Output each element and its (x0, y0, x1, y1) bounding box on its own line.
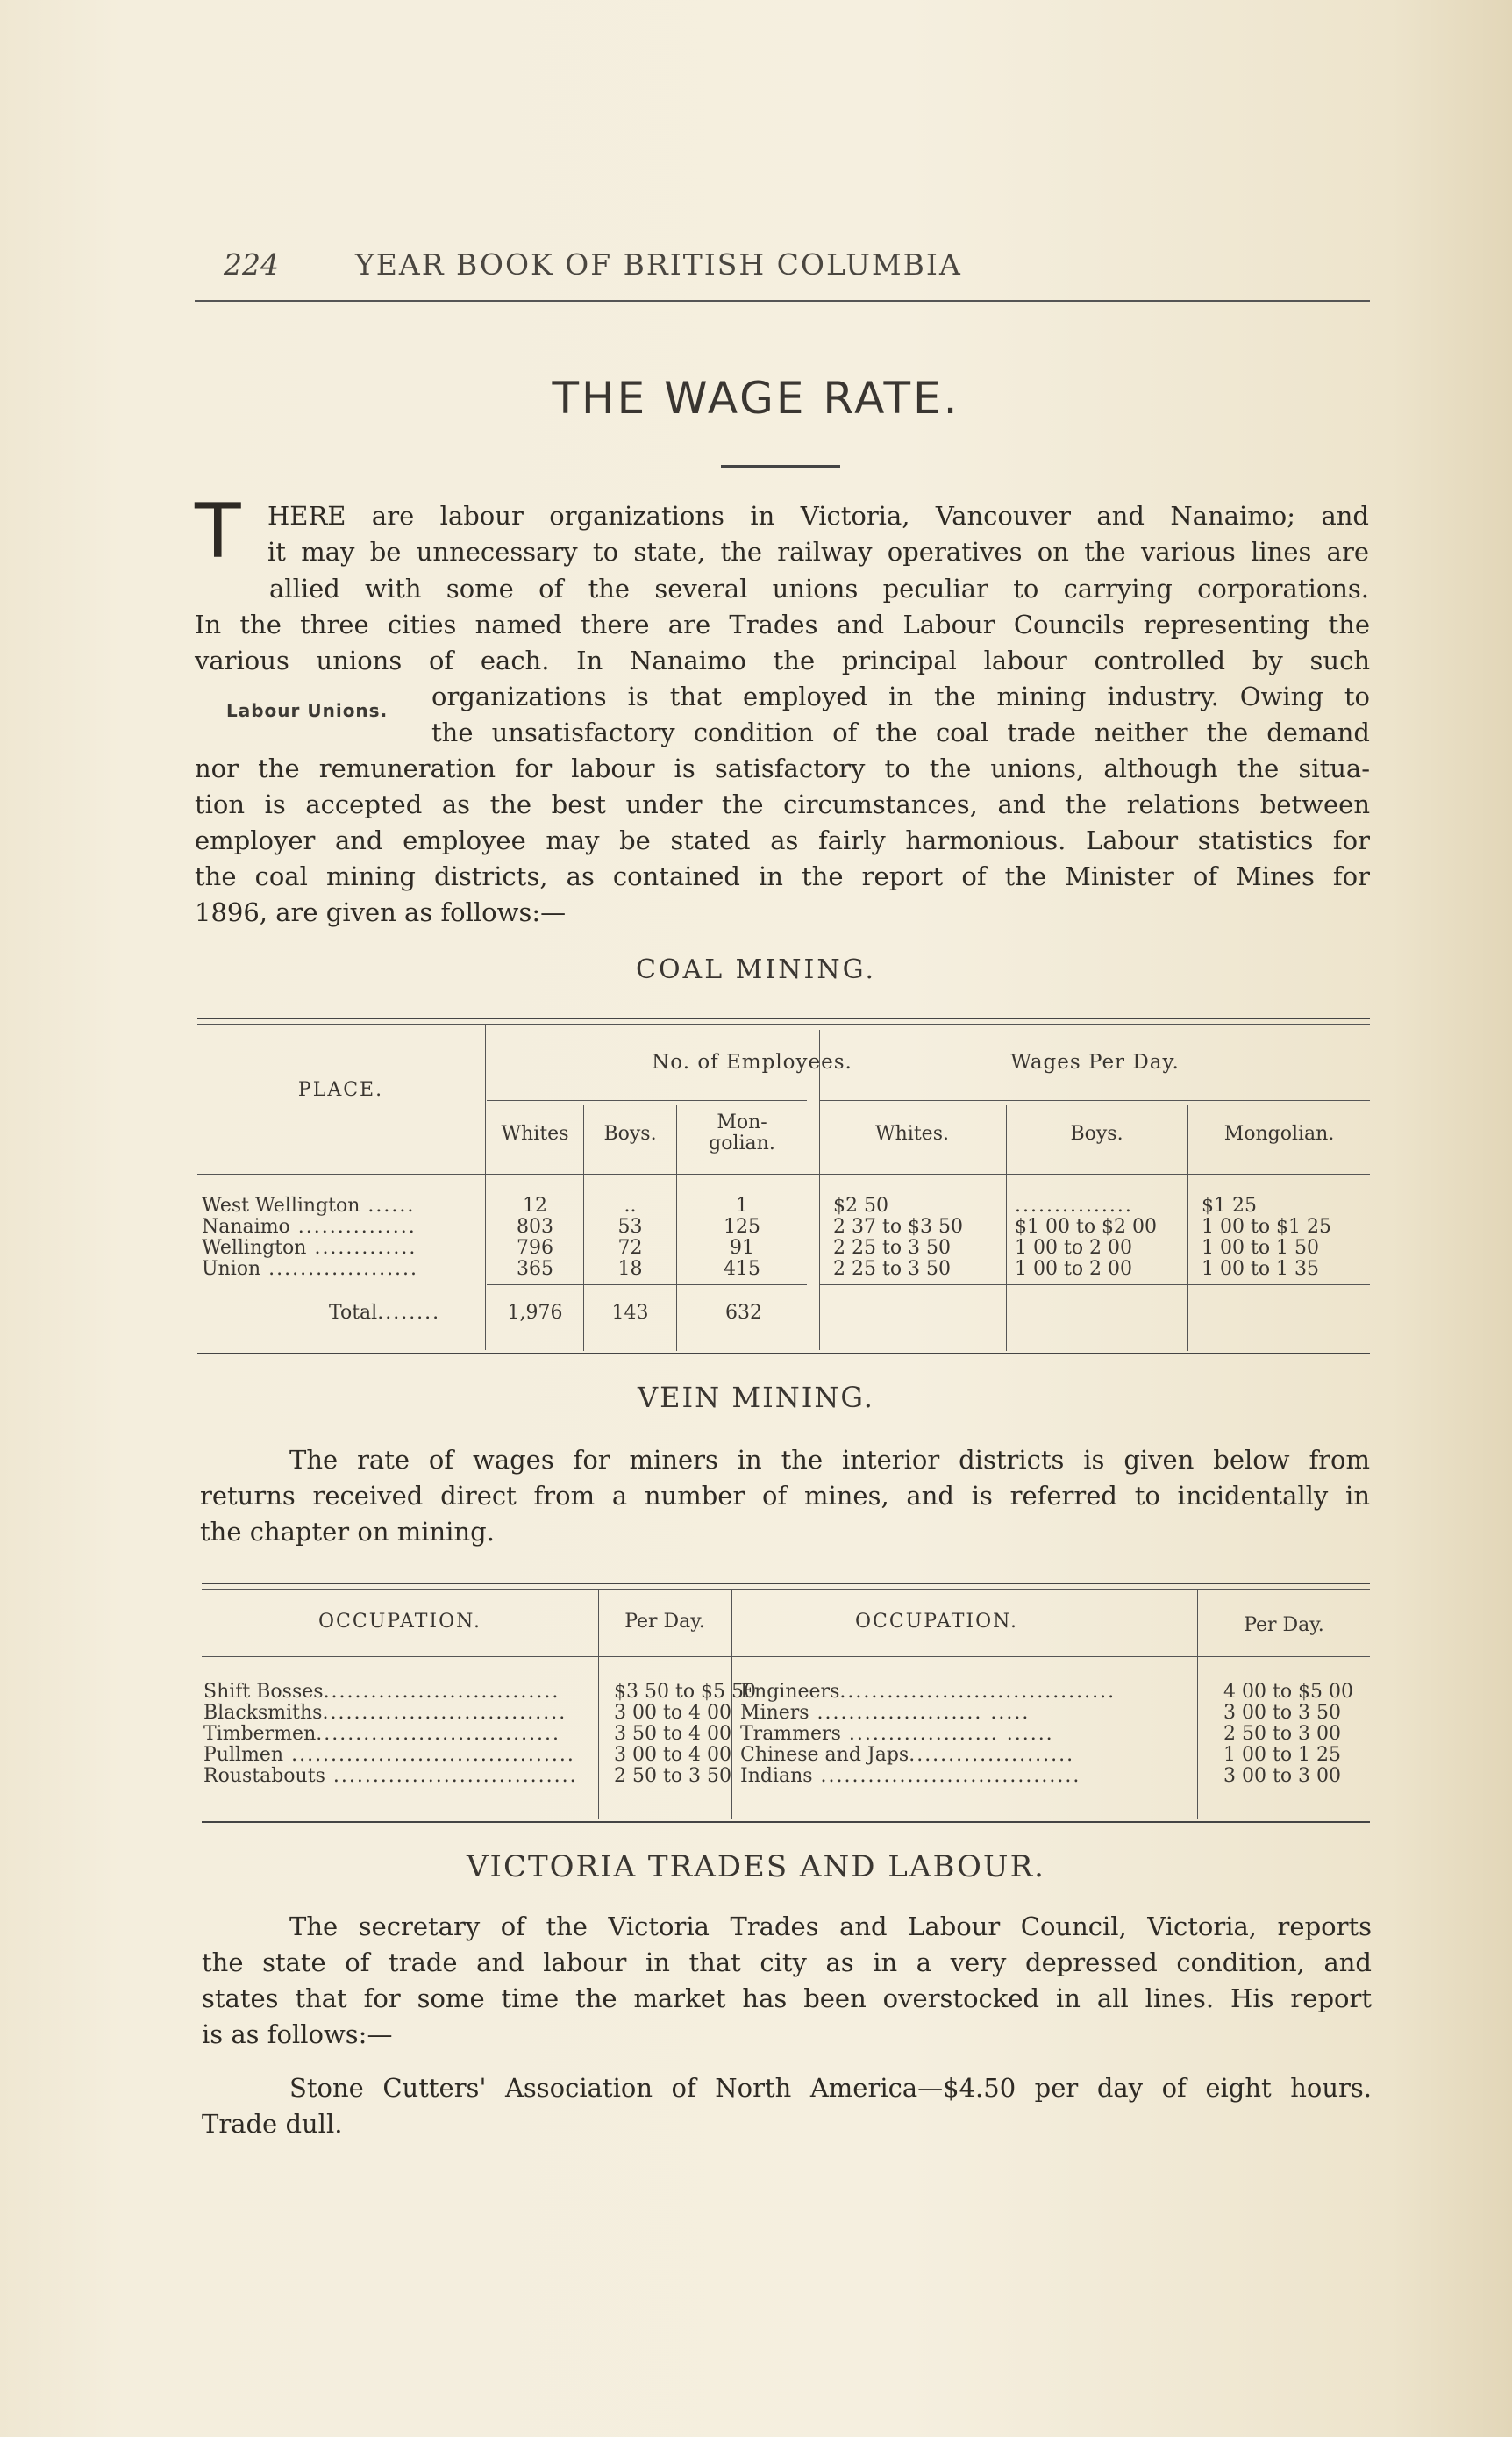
column-rule (819, 1030, 820, 1350)
intro-lines-3 (195, 607, 1370, 679)
intro-line: tion is accepted as the best under the circumstances, and the relations between (195, 790, 1370, 819)
total-label: Total (329, 1302, 378, 1324)
table-rule (202, 1656, 1370, 1657)
place-cell: Union (202, 1258, 261, 1280)
intro-line: HERE are labour organizations in Victoria, Vancouver and Nanaimo; and (267, 501, 1369, 531)
table-rule (487, 1100, 807, 1101)
title-rule (721, 465, 840, 468)
leader-dots: ............. (306, 1237, 417, 1259)
intro-line: allied with some of the several unions peculiar to carrying corporations. (269, 574, 1369, 604)
intro-lines-2 (269, 571, 1369, 607)
wage-boys-cell: $1 00 to $2 00 (1015, 1216, 1158, 1238)
leader-dots: ............................... (316, 1723, 561, 1745)
victoria-line: states that for some time the market has been overstocked in all lines. His report (202, 1983, 1372, 2013)
header-place: PLACE. (297, 1079, 384, 1101)
vein-line: the chapter on mining. (200, 1517, 495, 1547)
intro-line: the coal mining districts, as contained in the report of the Minister of Mines for (195, 861, 1370, 891)
occupation-cell: Shift Bosses (203, 1681, 324, 1703)
column-rule (485, 1024, 486, 1350)
sidenote-labour-unions: Labour Unions. (226, 700, 389, 721)
header-per-day-left: Per Day. (624, 1611, 705, 1633)
table-rule (202, 1583, 1370, 1584)
per-day-cell: 3 00 to 4 00 (614, 1744, 732, 1766)
per-day-cell: 4 00 to $5 00 (1223, 1681, 1354, 1703)
intro-line: various unions of each. In Nanaimo the principal labour controlled by such (195, 646, 1370, 675)
leader-dots: ............................... (325, 1765, 578, 1787)
per-day-cell: 3 00 to 3 00 (1223, 1765, 1342, 1787)
table-rule (487, 1284, 807, 1285)
intro-lines-5 (195, 751, 1370, 931)
per-day-cell: 3 00 to 3 50 (1223, 1702, 1342, 1724)
wage-boys-cell: 1 00 to 2 00 (1015, 1258, 1133, 1280)
header-employees-group: No. of Employees. (652, 1051, 852, 1074)
header-occupation-left: OCCUPATION. (318, 1611, 481, 1633)
intro-line: organizations is that employed in the mining industry. Owing to (431, 682, 1370, 711)
intro-line: nor the remuneration for labour is satisfactory to the unions, although the situa- (195, 754, 1370, 783)
wage-boys-cell: 1 00 to 2 00 (1015, 1237, 1133, 1259)
intro-line: employer and employee may be stated as fairly harmonious. Labour statistics for (195, 825, 1370, 855)
per-day-cell: 3 50 to 4 00 (614, 1723, 732, 1745)
victoria-line: is as follows:— (202, 2019, 393, 2049)
whites-cell: 796 (517, 1237, 553, 1259)
occupation-cell: Pullmen (203, 1744, 284, 1766)
page-number: 224 (224, 247, 279, 282)
leader-dots: ............... (289, 1216, 417, 1238)
table-rule (197, 1018, 1370, 1019)
wage-whites-cell: 2 25 to 3 50 (833, 1237, 952, 1259)
leader-dots: ................................. (812, 1765, 1081, 1787)
leader-dots: ...... (360, 1195, 416, 1217)
coal-mining-title: COAL MINING. (635, 954, 877, 985)
mongolian-cell: 125 (724, 1216, 760, 1238)
vein-line: returns received direct from a number of mines, and is referred to incidentally in (200, 1481, 1370, 1511)
leader-dots: ..................... (909, 1744, 1075, 1766)
drop-cap: T (195, 488, 241, 575)
header-boys: Boys. (603, 1123, 657, 1145)
per-day-cell: 1 00 to 1 25 (1223, 1744, 1342, 1766)
running-header (224, 247, 1373, 282)
header-wages-group: Wages Per Day. (1010, 1051, 1180, 1074)
header-per-day-right: Per Day. (1244, 1614, 1324, 1636)
header-wage-whites: Whites. (875, 1123, 949, 1145)
running-title: YEAR BOOK OF BRITISH COLUMBIA (355, 247, 962, 282)
intro-line: In the three cities named there are Trades and Labour Councils representing the (195, 610, 1370, 640)
place-cell: Nanaimo (202, 1216, 290, 1238)
header-mongolian (677, 1112, 807, 1154)
occupation-cell: Roustabouts (203, 1765, 325, 1787)
header-whites: Whites (501, 1123, 569, 1145)
place-cell: West Wellington (202, 1195, 360, 1217)
occupation-cell: Trammers (740, 1723, 841, 1745)
boys-cell: 53 (617, 1216, 643, 1238)
mongolian-cell: 91 (730, 1237, 754, 1259)
boys-cell: 72 (617, 1237, 643, 1259)
table-rule (820, 1100, 1370, 1101)
total-mongolian: 632 (725, 1302, 762, 1324)
leader-dots: ........ (377, 1302, 441, 1324)
leader-dots: .............................. (323, 1681, 560, 1703)
leader-dots: ..................... ..... (809, 1702, 1031, 1724)
stone-cutters-line: Stone Cutters' Association of North America—$4.50 per day of eight hours. (289, 2073, 1372, 2103)
wage-whites-cell: 2 25 to 3 50 (833, 1258, 952, 1280)
header-wage-mongolian: Mongolian. (1223, 1123, 1335, 1145)
intro-line: it may be unnecessary to state, the railway operatives on the various lines are (267, 537, 1369, 567)
whites-cell: 12 (523, 1195, 547, 1217)
vein-lines-2 (200, 1478, 1370, 1550)
whites-cell: 803 (517, 1216, 553, 1238)
intro-lines-4 (431, 679, 1370, 751)
wage-boys-cell: ............... (1015, 1195, 1133, 1217)
table-rule (820, 1284, 1370, 1285)
victoria-lines-2 (202, 1945, 1372, 2053)
occupation-cell: Blacksmiths (203, 1702, 323, 1724)
occupation-cell: Engineers (740, 1681, 840, 1703)
wage-mongolian-cell: 1 00 to $1 25 (1202, 1216, 1332, 1238)
header-rule (195, 300, 1370, 302)
mongolian-cell: 1 (736, 1195, 748, 1217)
total-boys: 143 (611, 1302, 649, 1324)
wage-whites-cell: 2 37 to $3 50 (833, 1216, 964, 1238)
occupation-cell: Miners (740, 1702, 809, 1724)
vein-mining-table (202, 1583, 1373, 1828)
leader-dots: ................... ...... (840, 1723, 1054, 1745)
intro-line: 1896, are given as follows:— (195, 897, 567, 927)
leader-dots: ............................... (322, 1702, 567, 1724)
table-rule (197, 1024, 1370, 1025)
stone-cutters-line: Trade dull. (202, 2109, 343, 2139)
wage-whites-cell: $2 50 (833, 1195, 888, 1217)
page-title: THE WAGE RATE. (552, 373, 960, 424)
whites-cell: 365 (517, 1258, 553, 1280)
occupation-cell: Timbermen (203, 1723, 317, 1745)
header-mongolian-line1: Mon- (717, 1111, 767, 1133)
occupation-cell: Indians (740, 1765, 813, 1787)
table-rule (202, 1589, 1370, 1590)
table-rule (197, 1353, 1370, 1354)
leader-dots: ................................... (839, 1681, 1116, 1703)
stone-cutters-lines-2 (202, 2106, 1372, 2142)
vein-lines-1 (289, 1442, 1370, 1478)
header-occupation-right: OCCUPATION. (855, 1611, 1018, 1633)
coal-mining-table (197, 1018, 1373, 1369)
wage-mongolian-cell: 1 00 to 1 50 (1202, 1237, 1320, 1259)
total-whites: 1,976 (507, 1302, 563, 1324)
per-day-cell: 2 50 to 3 50 (614, 1765, 732, 1787)
vein-line: The rate of wages for miners in the interior districts is given below from (289, 1445, 1370, 1475)
mongolian-cell: 415 (724, 1258, 760, 1280)
table-rule (197, 1174, 1370, 1175)
victoria-title: VICTORIA TRADES AND LABOUR. (466, 1849, 1045, 1884)
intro-line: the unsatisfactory condition of the coal trade neither the demand (431, 718, 1370, 747)
place-cell: Wellington (202, 1237, 307, 1259)
column-rule (731, 1589, 732, 1819)
occupation-cell: Chinese and Japs (740, 1744, 909, 1766)
wage-mongolian-cell: $1 25 (1202, 1195, 1257, 1217)
per-day-cell: 3 00 to 4 00 (614, 1702, 732, 1724)
intro-lines-1 (267, 498, 1369, 570)
stone-cutters-lines-1 (289, 2070, 1372, 2106)
table-rule (202, 1821, 1370, 1823)
wage-mongolian-cell: 1 00 to 1 35 (1202, 1258, 1320, 1280)
vein-mining-title: VEIN MINING. (638, 1381, 874, 1414)
victoria-lines-1 (289, 1909, 1372, 1945)
header-mongolian-line2: golian. (709, 1133, 775, 1154)
header-wage-boys: Boys. (1070, 1123, 1123, 1145)
victoria-line: the state of trade and labour in that city as in a very depressed condition, and (202, 1947, 1372, 1977)
per-day-cell: 2 50 to 3 00 (1223, 1723, 1342, 1745)
boys-cell: .. (624, 1195, 637, 1217)
victoria-line: The secretary of the Victoria Trades and Labour Council, Victoria, reports (289, 1912, 1372, 1941)
per-day-cell: $3 50 to $5 50 (614, 1681, 757, 1703)
leader-dots: .................................... (283, 1744, 575, 1766)
boys-cell: 18 (617, 1258, 643, 1280)
leader-dots: ................... (260, 1258, 419, 1280)
